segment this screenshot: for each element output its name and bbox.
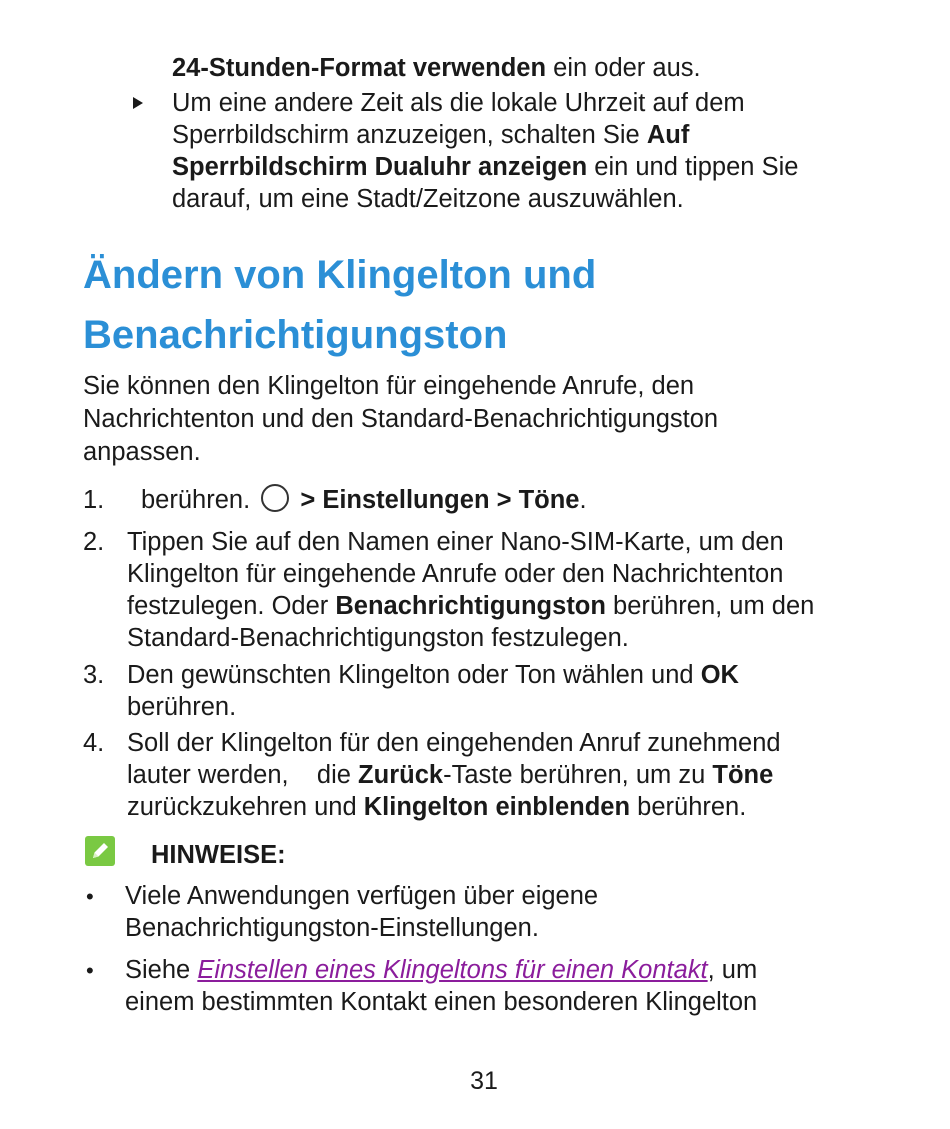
contact-ringtone-link[interactable]: Einstellen eines Klingeltons für einen Kontakt [197,956,708,984]
step-2-line-4: Standard-Benachrichtigungston festzulegen. [127,624,629,652]
step-2-line-2: Klingelton für eingehende Anrufe oder den Nachrichtenton [127,560,784,588]
step-4-number: 4. [83,729,105,757]
bullet-arrow-icon [133,97,143,109]
note-2-bullet: • [86,958,94,983]
note-2-line-1: Siehe Einstellen eines Klingeltons für einen Kontakt, um [125,956,758,984]
section-paragraph-line-1: Sie können den Klingelton für eingehende Anrufe, den [83,372,695,400]
notes-heading: HINWEISE: [151,841,286,869]
intro-bullet-line-2: Sperrbildschirm anzuzeigen, schalten Sie Auf [172,121,690,149]
page-number: 31 [470,1067,498,1095]
step-4-line-1: Soll der Klingelton für den eingehenden Anruf zunehmend [127,729,781,757]
step-3-number: 3. [83,661,105,689]
note-2-line-2: einem bestimmten Kontakt einen besonderen Klingelton [125,988,758,1016]
note-1-bullet: • [86,884,94,909]
section-paragraph-line-2: Nachrichtenton und den Standard-Benachrichtigungston [83,405,719,433]
intro-bullet-line-3: Sperrbildschirm Dualuhr anzeigen ein und tippen Sie [172,153,799,181]
step-4-line-3: zurückzukehren und Klingelton einblenden berühren. [127,793,747,821]
step-1-text: berühren. > Einstellungen > Töne. [141,486,587,514]
section-paragraph-line-3: anpassen. [83,438,201,466]
intro-bold-24h: 24-Stunden-Format verwenden [172,54,547,82]
step-4-line-2: lauter werden, die Zurück-Taste berühren, um zu Töne [127,761,774,789]
intro-bullet-line-4: darauf, um eine Stadt/Zeitzone auszuwählen. [172,185,684,213]
step-3-line-2: berühren. [127,693,237,721]
pencil-note-icon [85,836,115,866]
step-1-number: 1. [83,486,105,514]
step-2-line-3: festzulegen. Oder Benachrichtigungston berühren, um den [127,592,815,620]
step-2-line-1: Tippen Sie auf den Namen einer Nano-SIM-Karte, um den [127,528,784,556]
intro-bullet-line-1: Um eine andere Zeit als die lokale Uhrzeit auf dem [172,89,745,117]
step-3-line-1: Den gewünschten Klingelton oder Ton wählen und OK [127,661,739,689]
note-1-line-1: Viele Anwendungen verfügen über eigene [125,882,599,910]
step-2-number: 2. [83,528,105,556]
intro-line-1: 24-Stunden-Format verwenden ein oder aus. [172,54,701,82]
note-1-line-2: Benachrichtigungston-Einstellungen. [125,914,539,942]
section-title-line-1: Ändern von Klingelton und [83,253,597,297]
section-title-line-2: Benachrichtigungston [83,313,508,357]
home-circle-icon [261,484,289,512]
